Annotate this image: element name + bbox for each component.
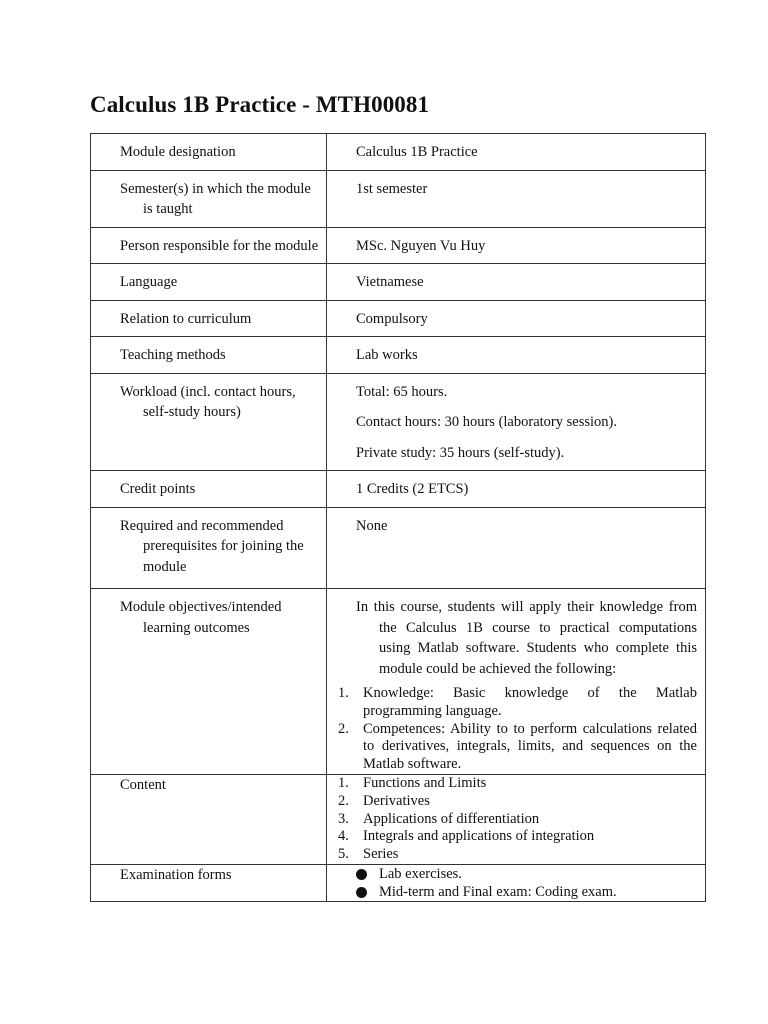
row-label-objectives: Module objectives/intended learning outcomes: [120, 599, 282, 636]
row-value-relation: Compulsory: [356, 310, 428, 327]
bullet-icon: [356, 887, 367, 898]
row-value-prereq: None: [356, 517, 388, 534]
row-label-exam: Examination forms: [120, 866, 232, 883]
row-label-module-designation: Module designation: [120, 144, 236, 160]
list-item: 2. Derivatives: [338, 792, 430, 809]
table-row: [91, 774, 706, 864]
row-value-credits: 1 Credits (2 ETCS): [356, 481, 469, 497]
row-label-teaching: Teaching methods: [120, 347, 226, 363]
list-item: 2. Competences: Ability to to perform calculations related to derivatives, integrals, limits, and sequences on the Matlab software.: [338, 720, 697, 773]
bullet-icon: [356, 869, 367, 880]
row-label-workload: Workload (incl. contact hours, self-study hours): [120, 383, 296, 420]
list-item: 4. Integrals and applications of integration: [338, 828, 595, 845]
row-value-language: Vietnamese: [356, 274, 424, 290]
list-item: 1. Functions and Limits: [338, 774, 487, 791]
table-row: [91, 337, 706, 374]
row-value-teaching: Lab works: [356, 347, 418, 363]
row-label-language: Language: [120, 274, 178, 290]
list-item: Lab exercises.: [327, 865, 697, 883]
row-label-credits: Credit points: [120, 481, 196, 497]
row-label-content: Content: [120, 776, 166, 793]
row-value-workload: [327, 374, 705, 471]
row-label-semester: Semester(s) in which the module is taught: [120, 180, 311, 217]
row-value-person: MSc. Nguyen Vu Huy: [356, 237, 486, 254]
table-row: [91, 227, 706, 264]
workload-total: Total: 65 hours.: [356, 383, 448, 400]
table-row: [91, 264, 706, 301]
objectives-intro: In this course, students will apply their knowledge from the Calculus 1B course to practical computations using Matlab software. Students who complete this module could be achieved the following:: [356, 599, 697, 677]
list-item: 3. Applications of differentiation: [338, 810, 540, 827]
table-row: [91, 507, 706, 589]
module-table: [90, 133, 706, 902]
table-row: [91, 134, 706, 171]
table-row: [91, 471, 706, 508]
exam-list: [327, 865, 705, 901]
objectives-list: [327, 685, 705, 774]
row-label-prereq: Required and recommended prerequisites for joining the module: [120, 517, 304, 575]
row-label-relation: Relation to curriculum: [120, 310, 252, 327]
list-item: 1. Knowledge: Basic knowledge of the Matlab programming language.: [338, 685, 697, 719]
row-value-module-designation: Calculus 1B Practice: [356, 144, 478, 160]
content-list: [327, 775, 705, 864]
table-row: [91, 170, 706, 227]
workload-private: Private study: 35 hours (self-study).: [356, 444, 565, 461]
table-row: [91, 300, 706, 337]
workload-contact: Contact hours: 30 hours (laboratory session).: [356, 414, 617, 430]
table-row: [91, 864, 706, 901]
row-value-semester: 1st semester: [356, 180, 428, 197]
table-row: [91, 589, 706, 775]
list-item: Mid-term and Final exam: Coding exam.: [327, 883, 697, 901]
row-label-person: Person responsible for the module: [120, 237, 319, 254]
list-item: 5. Series: [338, 846, 399, 863]
table-row: [91, 373, 706, 471]
page-title: Calculus 1B Practice - MTH00081: [90, 92, 430, 117]
